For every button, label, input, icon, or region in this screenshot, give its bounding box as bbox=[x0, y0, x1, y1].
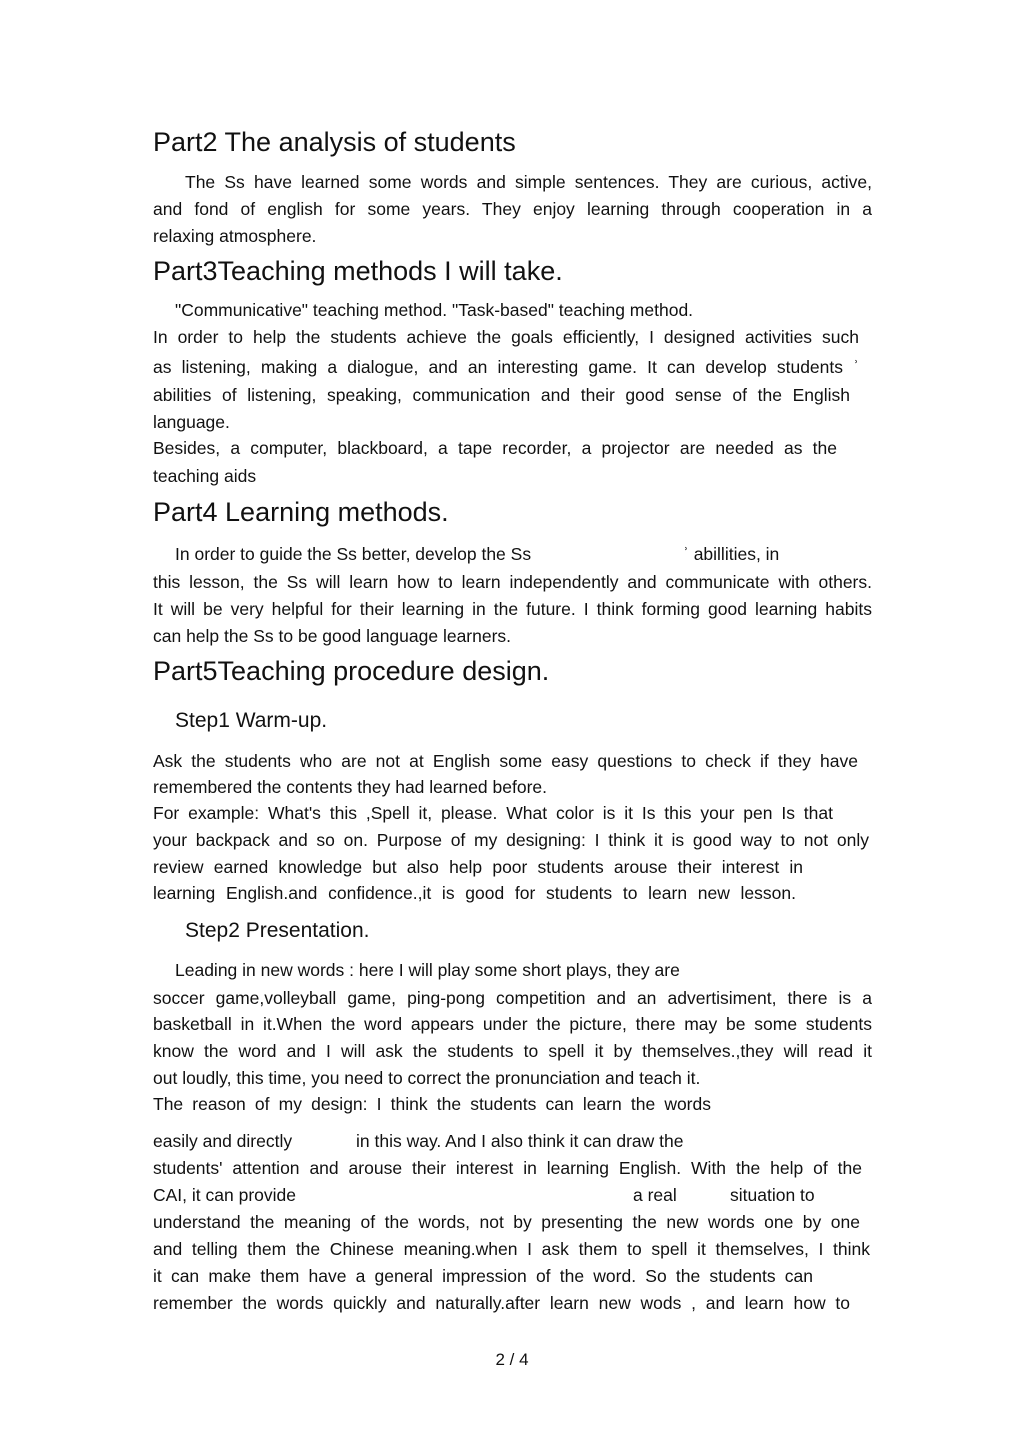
part2-line-2: and fond of english for some years. They enjoy learning through cooperation in a bbox=[153, 199, 872, 219]
part3-line-7: teaching aids bbox=[153, 466, 257, 486]
part4-heading: Part4 Learning methods. bbox=[153, 497, 449, 527]
part4-line-1b: ʾ abillities, in bbox=[683, 544, 780, 564]
part4-line-3: It will be very helpful for their learning in the future. I think forming good learning habits bbox=[153, 599, 872, 619]
step2-line-10: understand the meaning of the words, not by presenting the new words one by one bbox=[153, 1212, 860, 1232]
page-number: 2 / 4 bbox=[495, 1350, 529, 1369]
part3-line-5: language. bbox=[153, 412, 230, 432]
step2-line-11: and telling them the Chinese meaning.when I ask them to spell it themselves, I think bbox=[153, 1239, 870, 1259]
part4-line-4: can help the Ss to be good language learners. bbox=[153, 626, 512, 646]
step1-line-5: review earned knowledge but also help poor students arouse their interest in bbox=[153, 857, 803, 877]
part3-line-4: abilities of listening, speaking, communication and their good sense of the English bbox=[153, 385, 850, 405]
step1-line-6: learning English.and confidence.,it is good for students to learn new lesson. bbox=[153, 883, 796, 903]
part3-line-1: "Communicative" teaching method. "Task-based" teaching method. bbox=[175, 300, 694, 320]
step2-line-9a: CAI, it can provide bbox=[153, 1185, 296, 1205]
part3-heading: Part3Teaching methods I will take. bbox=[153, 256, 563, 286]
part3-line-2: In order to help the students achieve the goals efficiently, I designed activities such bbox=[153, 327, 859, 347]
part4-line-1a: In order to guide the Ss better, develop the Ss bbox=[175, 544, 532, 564]
step1-line-1: Ask the students who are not at English some easy questions to check if they have bbox=[153, 751, 858, 771]
step2-line-9b: a real bbox=[633, 1185, 677, 1205]
step2-line-13: remember the words quickly and naturally.after learn new wods , and learn how to bbox=[153, 1293, 850, 1313]
part4-line-2: this lesson, the Ss will learn how to learn independently and communicate with others. bbox=[153, 572, 872, 592]
part5-heading: Part5Teaching procedure design. bbox=[153, 656, 550, 686]
part3-line-6: Besides, a computer, blackboard, a tape recorder, a projector are needed as the bbox=[153, 438, 837, 458]
step2-line-6: The reason of my design: I think the students can learn the words bbox=[153, 1094, 711, 1114]
step2-line-5: out loudly, this time, you need to correct the pronunciation and teach it. bbox=[153, 1068, 701, 1088]
part3-line-3: as listening, making a dialogue, and an interesting game. It can develop students ʾ bbox=[153, 357, 859, 377]
step2-line-7a: easily and directly bbox=[153, 1131, 293, 1151]
part2-line-3: relaxing atmosphere. bbox=[153, 226, 317, 246]
step2-heading: Step2 Presentation. bbox=[185, 919, 370, 942]
step2-line-4: know the word and I will ask the students to spell it by themselves.,they will read it bbox=[153, 1041, 872, 1061]
part2-heading: Part2 The analysis of students bbox=[153, 127, 516, 157]
step2-line-1: Leading in new words : here I will play some short plays, they are bbox=[175, 960, 680, 980]
step1-line-2: remembered the contents they had learned before. bbox=[153, 777, 547, 797]
step1-line-4: your backpack and so on. Purpose of my designing: I think it is good way to not only bbox=[153, 830, 869, 850]
step2-line-3: basketball in it.When the word appears under the picture, there may be some students bbox=[153, 1014, 872, 1034]
step2-line-2: soccer game,volleyball game, ping-pong competition and an advertisiment, there is a bbox=[153, 988, 872, 1008]
part2-line-1: The Ss have learned some words and simple sentences. They are curious, active, bbox=[185, 172, 872, 192]
step2-line-9c: situation to bbox=[730, 1185, 815, 1205]
step2-line-12: it can make them have a general impression of the word. So the students can bbox=[153, 1266, 813, 1286]
step1-line-3: For example: What's this ,Spell it, please. What color is it Is this your pen Is that bbox=[153, 803, 833, 823]
step2-line-8: students' attention and arouse their interest in learning English. With the help of the bbox=[153, 1158, 862, 1178]
step2-line-7b: in this way. And I also think it can draw the bbox=[356, 1131, 684, 1151]
step1-heading: Step1 Warm-up. bbox=[175, 709, 328, 732]
